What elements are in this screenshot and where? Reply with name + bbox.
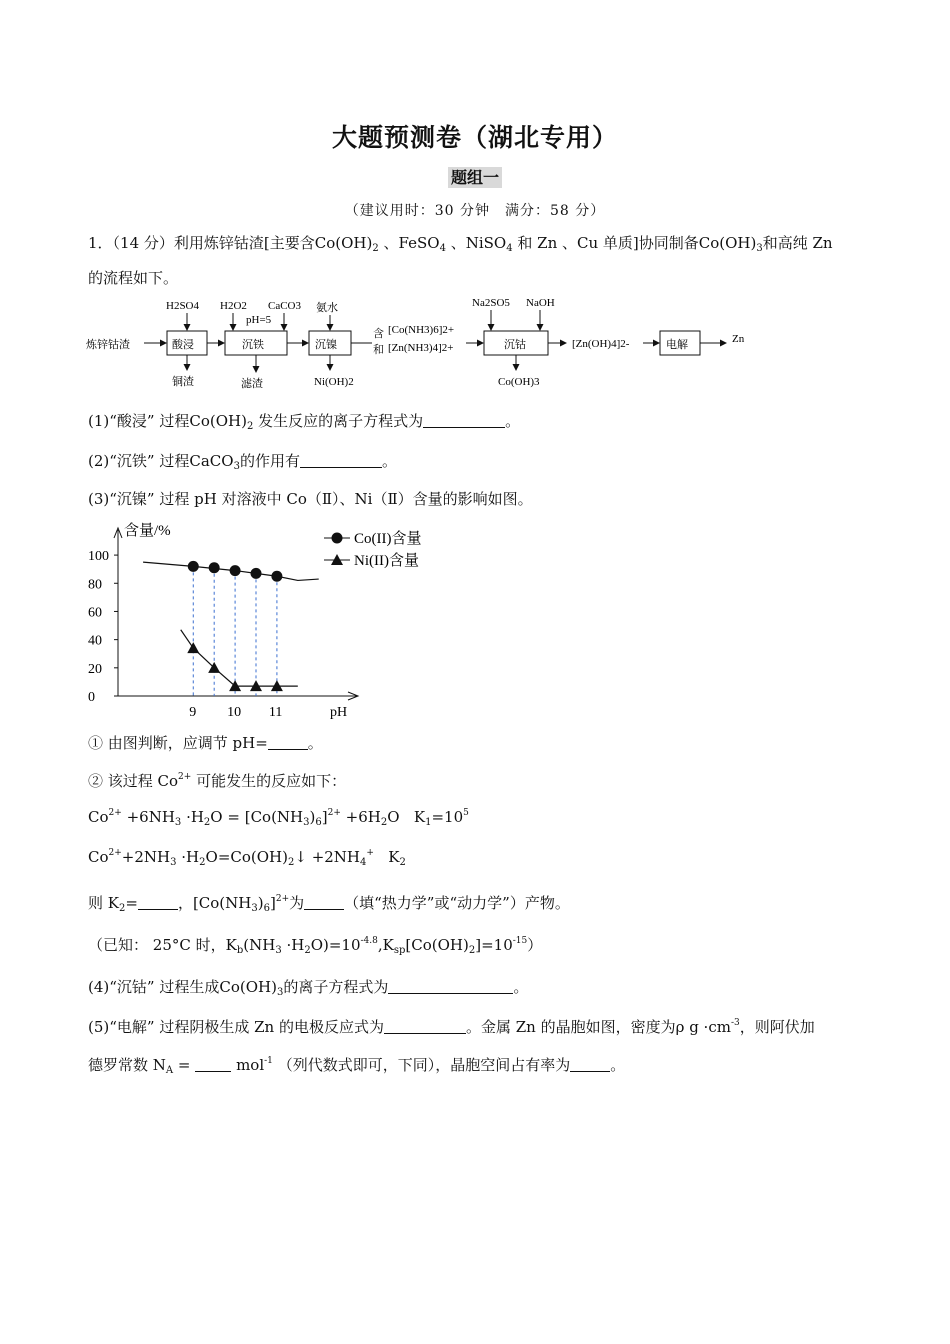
legend-marker-co: [332, 533, 343, 544]
svg-text:Ni(OH)2: Ni(OH)2: [314, 376, 354, 388]
svg-text:H2SO4: H2SO4: [166, 300, 200, 312]
page-title: 大题预测卷（湖北专用）: [331, 123, 618, 152]
group-label: 题组一: [0, 165, 950, 188]
x-axis-label: pH: [330, 705, 348, 720]
svg-text:沉铁: 沉铁: [242, 339, 264, 351]
series-line-1: [181, 630, 298, 686]
legend-label-0: Co(II)含量: [354, 531, 422, 547]
question-1-line-2: 的流程如下。: [88, 269, 179, 287]
svg-text:铜渣: 铜渣: [172, 376, 194, 388]
x-tick-label: 10: [227, 705, 242, 720]
co-point: [271, 571, 282, 582]
sub-question-2: (2)“沉铁” 过程CaCO$_3$的作用有 。: [88, 452, 397, 472]
legend-label-1: Ni(II)含量: [354, 553, 419, 569]
svg-text:Co(OH)3: Co(OH)3: [498, 376, 540, 388]
co-point: [188, 561, 199, 572]
svg-text:电解: 电解: [666, 339, 688, 351]
svg-text:[Zn(OH)4]2-: [Zn(OH)4]2-: [572, 338, 630, 350]
y-tick-label: 40: [88, 633, 102, 649]
sub-question-3-2: ② 该过程 $Co^{2+}$ 可能发生的反应如下：: [88, 772, 347, 790]
known-conditions: （已知： 25°C 时，$K_b(NH_3 \cdot H_2O)=10^{-4.8},K_{sp}[Co(OH)_2]=10^{-15}$）: [88, 936, 543, 956]
svg-text:酸浸: 酸浸: [172, 339, 194, 351]
y-tick-label: 100: [88, 549, 109, 565]
flow-start: 炼锌钴渣: [86, 339, 130, 351]
svg-text:NaOH: NaOH: [526, 297, 555, 309]
y-tick-label: 0: [88, 690, 95, 705]
ni-point: [187, 642, 199, 653]
y-tick-label: 60: [88, 605, 102, 621]
sub-question-3-1: ① 由图判断，应调节 pH= 。: [88, 734, 323, 752]
svg-text:Na2SO5: Na2SO5: [472, 297, 510, 309]
sub-question-5: (5)“电解” 过程阴极生成 Zn 的电极反应式为 。金属 Zn 的晶胞如图，密度为ρ $g \cdot cm^{-3}$，则阿伏加: [88, 1018, 815, 1036]
svg-text:含: 含: [373, 328, 384, 340]
sub-question-4: (4)“沉钴” 过程生成$Co(OH)_3$的离子方程式为 。: [88, 978, 529, 998]
equation-2: $Co^{2+}+2NH_3$ $\cdot H_2O=Co(OH)_2↓ +2NH_4^+$ $K_2$: [88, 848, 406, 868]
time-info: （建议用时：30 分钟 满分：58 分）: [344, 203, 606, 219]
sub-question-1: (1)“酸浸” 过程$Co(OH)_2$ 发生反应的离子方程式为 。: [88, 412, 521, 432]
co-point: [209, 562, 220, 573]
sub-question-5-line-2: 德罗常数 $N_A = mol^{-1}$ （列代数式即可，下同），晶胞空间占有率为 。: [88, 1056, 626, 1076]
svg-text:[Co(NH3)6]2+: [Co(NH3)6]2+: [388, 324, 455, 336]
svg-text:沉钴: 沉钴: [504, 339, 526, 351]
x-tick-label: 11: [268, 705, 283, 720]
sub-question-3: (3)“沉镍” 过程 pH 对溶液中 Co（Ⅱ）、Ni（Ⅱ）含量的影响如图。: [88, 490, 533, 508]
svg-text:H2O2: H2O2: [220, 300, 247, 312]
svg-text:pH=5: pH=5: [246, 314, 272, 326]
y-axis-label: 含量/%: [124, 523, 171, 539]
process-flowchart: [86, 292, 766, 392]
co-point: [251, 568, 262, 579]
y-tick-label: 20: [88, 661, 102, 677]
sub-question-3-then: 则 $K_2=$ ，$[Co(NH_3)_6]^{2+}$为 （填“热力学”或“动力学”）产物。: [88, 894, 570, 914]
svg-text:沉镍: 沉镍: [315, 339, 337, 351]
svg-text:Zn: Zn: [732, 333, 745, 345]
svg-text:和: 和: [373, 344, 384, 356]
equation-1: $Co^{2+} +6NH_3 \cdot H_2O = [Co(NH_3)_6]^{2+} +6H_2O$ $K_1=10^5$: [88, 808, 469, 828]
question-1-line-1: 1．（14 分）利用炼锌钴渣[主要含$Co(OH)_2$ 、FeSO$_4$ 、NiSO$_4$ 和 Zn 、Cu 单质]协同制备$Co(OH)_3$和高纯 Zn: [88, 234, 833, 254]
svg-text:滤渣: 滤渣: [241, 378, 263, 390]
y-tick-label: 80: [88, 577, 102, 593]
ph-content-chart: [86, 518, 446, 720]
x-tick-label: 9: [189, 705, 197, 720]
co-point: [230, 565, 241, 576]
svg-text:[Zn(NH3)4]2+: [Zn(NH3)4]2+: [388, 342, 454, 354]
svg-text:CaCO3: CaCO3: [268, 300, 301, 312]
svg-text:氨水: 氨水: [316, 302, 338, 314]
